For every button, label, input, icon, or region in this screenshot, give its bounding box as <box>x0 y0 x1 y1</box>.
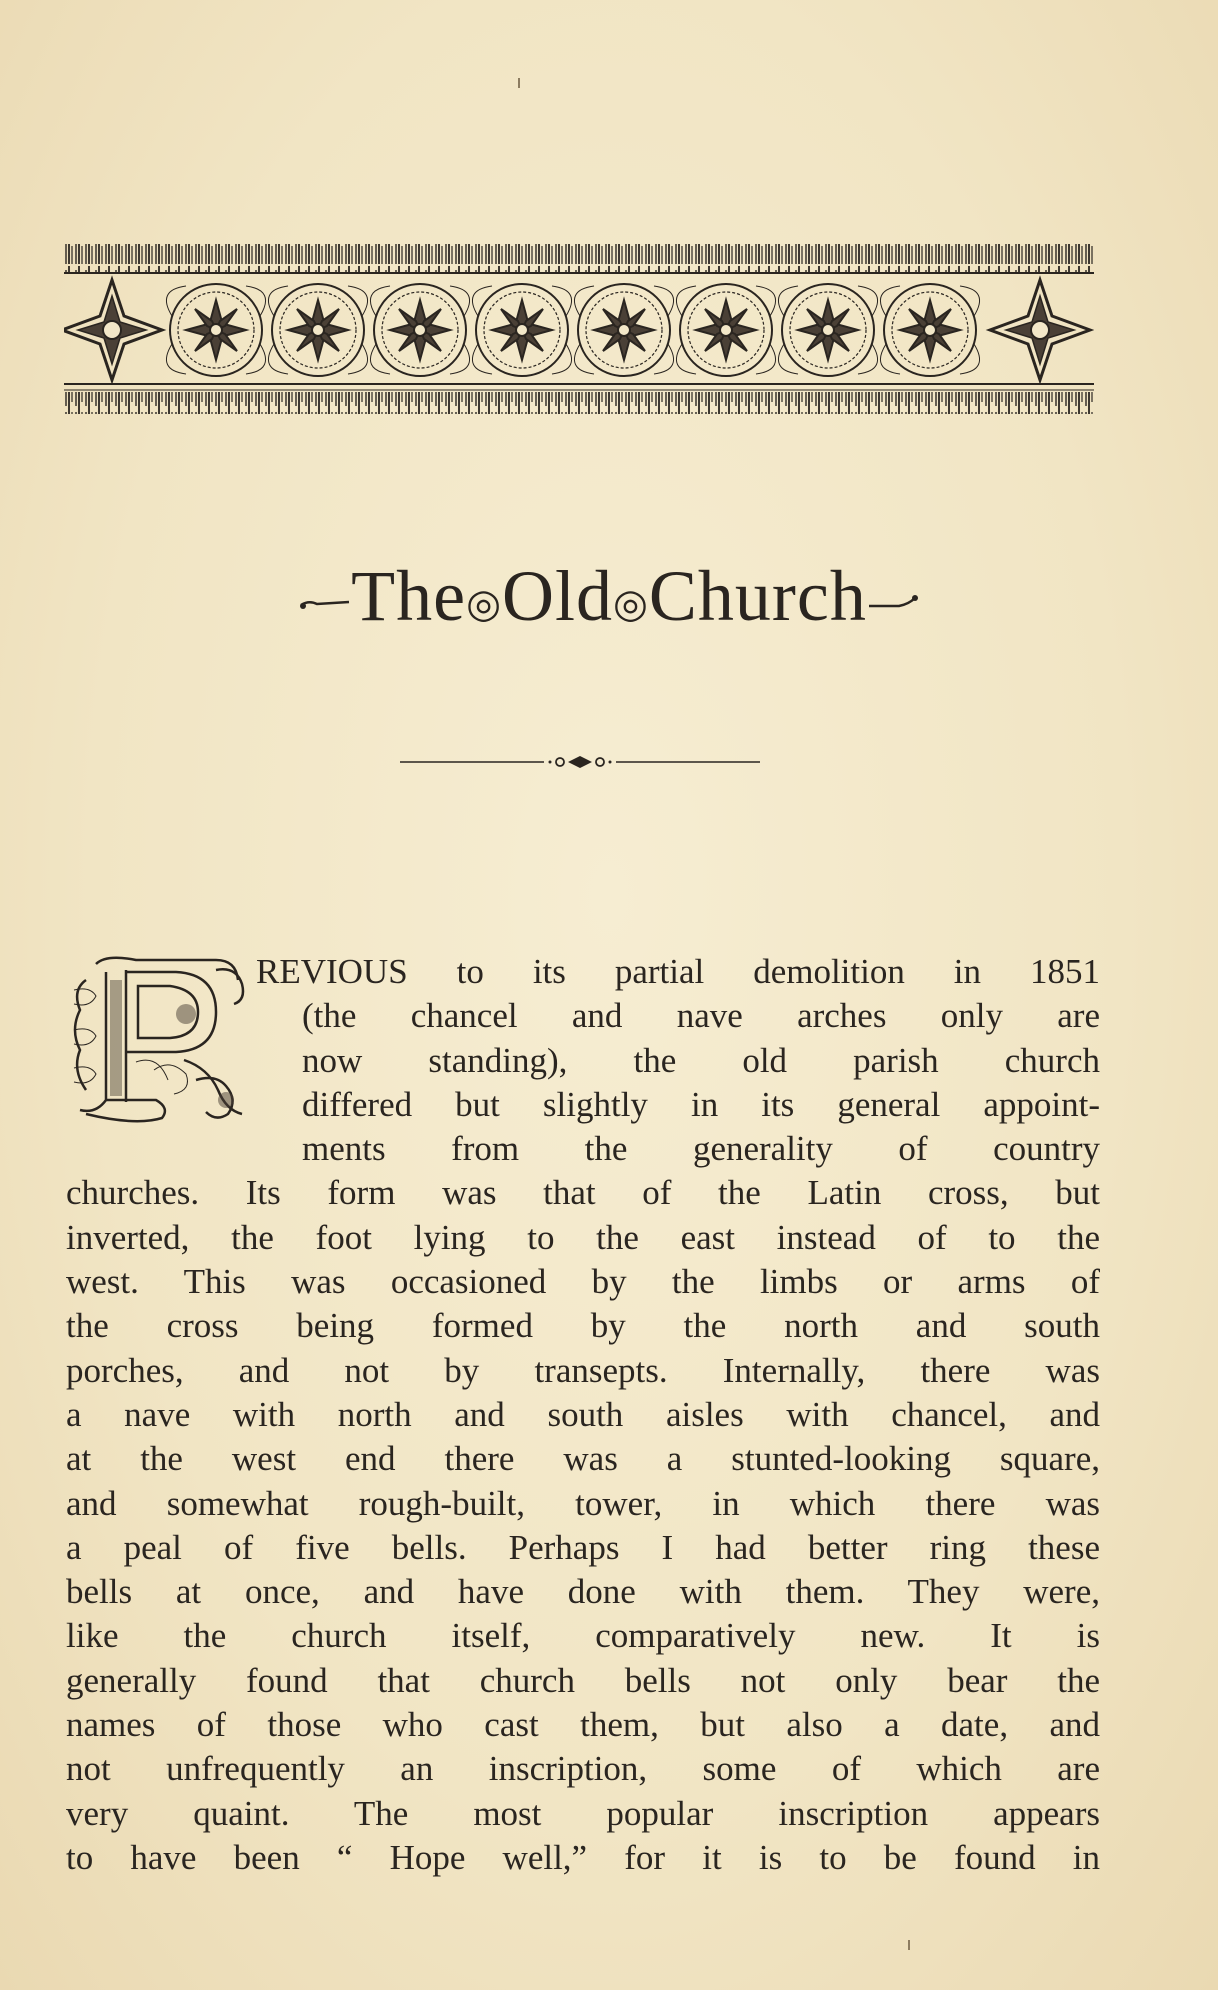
body-line: porches, and not by transepts. Internally, there was <box>66 1350 1100 1390</box>
body-line: a peal of five bells. Perhaps I had better ring these <box>66 1527 1100 1567</box>
body-line: like the church itself, comparatively new. It is <box>66 1616 1100 1656</box>
body-line: west. This was occasioned by the limbs or arms of <box>66 1262 1100 1302</box>
body-line: REVIOUS to its partial demolition in 1851 <box>256 952 1100 991</box>
title-word-the: The <box>351 556 467 636</box>
left-flourish-icon <box>299 588 351 618</box>
body-line: now standing), the old parish church <box>302 1040 1100 1080</box>
body-line: a nave with north and south aisles with chancel, and <box>66 1394 1100 1434</box>
ornamental-header-band <box>64 236 1094 416</box>
body-line: at the west end there was a stunted-looking square, <box>66 1439 1100 1479</box>
body-line: names of those who cast them, but also a date, and <box>66 1705 1100 1745</box>
title-word-old: Old <box>501 556 613 636</box>
body-line: to have been “ Hope well,” for it is to be found in <box>66 1837 1100 1877</box>
body-line: churches. Its form was that of the Latin cross, but <box>66 1173 1100 1213</box>
body-line: inverted, the foot lying to the east instead of to the <box>66 1217 1100 1257</box>
title-separator-icon: ◎ <box>466 580 502 626</box>
title-word-church: Church <box>648 556 867 636</box>
right-flourish-icon <box>867 588 919 618</box>
stray-mark <box>908 1940 910 1950</box>
drop-cap-letter <box>66 950 254 1126</box>
body-line: and somewhat rough-built, tower, in which there was <box>66 1483 1100 1523</box>
body-line: very quaint. The most popular inscription appears <box>66 1793 1100 1833</box>
body-line: generally found that church bells not only bear the <box>66 1660 1100 1700</box>
section-divider <box>400 752 760 772</box>
stray-mark <box>518 78 520 88</box>
title-separator-icon: ◎ <box>612 580 649 626</box>
chapter-title-block <box>0 555 1218 638</box>
body-line: (the chancel and nave arches only are <box>302 996 1100 1036</box>
body-text <box>66 950 1100 1880</box>
body-line: the cross being formed by the north and south <box>66 1306 1100 1346</box>
body-line: not unfrequently an inscription, some of which are <box>66 1749 1100 1789</box>
body-line: ments from the generality of country <box>302 1129 1100 1169</box>
body-line: differed but slightly in its general appoint- <box>302 1084 1100 1124</box>
chapter-title <box>299 555 919 638</box>
body-line: bells at once, and have done with them. They were, <box>66 1572 1100 1612</box>
